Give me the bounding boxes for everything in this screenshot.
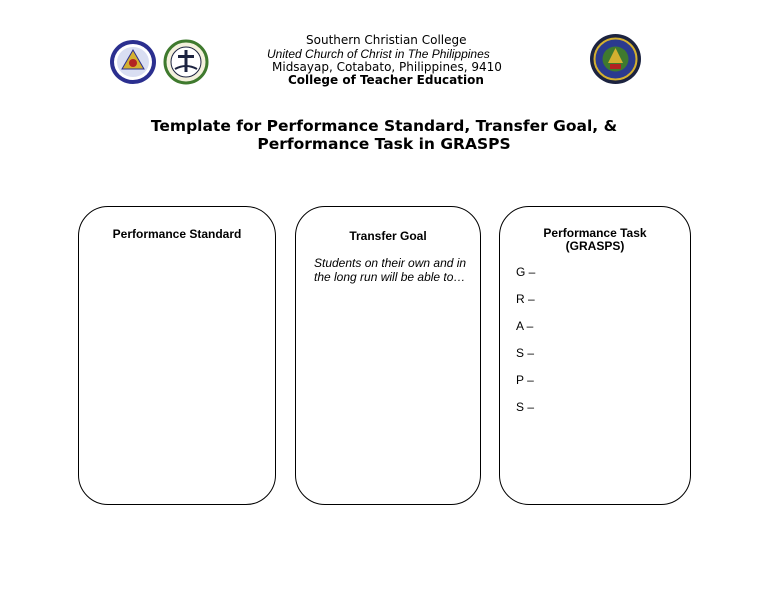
affiliation: United Church of Christ in The Philippines — [267, 47, 490, 61]
college-name: College of Teacher Education — [288, 73, 484, 87]
transfer-goal-prompt-line-2: the long run will be able to… — [314, 270, 466, 284]
document-title — [0, 117, 768, 153]
grasps-goal: G – — [516, 265, 536, 279]
performance-standard-heading: Performance Standard — [112, 227, 242, 241]
grasps-standards: S – — [516, 400, 535, 414]
grasps-role: R – — [516, 292, 535, 306]
performance-task-heading-line-2: (GRASPS) — [565, 239, 625, 253]
performance-task-heading-line-1: Performance Task — [543, 226, 647, 240]
performance-task-box — [499, 206, 691, 505]
transfer-goal-prompt — [314, 256, 466, 284]
school-seal-icon — [109, 39, 157, 85]
transfer-goal-heading: Transfer Goal — [349, 229, 427, 243]
performance-standard-box — [78, 206, 276, 505]
grasps-product: P – — [516, 373, 534, 387]
ucc-seal-icon — [163, 39, 209, 85]
title-line-2: Performance Task in GRASPS — [257, 135, 511, 153]
transfer-goal-prompt-line-1: Students on their own and in — [314, 256, 467, 270]
performance-task-heading — [500, 227, 690, 253]
transfer-goal-box — [295, 206, 481, 505]
cte-seal-icon — [589, 33, 642, 85]
address: Midsayap, Cotabato, Philippines, 9410 — [272, 60, 502, 74]
grasps-situation: S – — [516, 346, 535, 360]
grasps-audience: A – — [516, 319, 534, 333]
title-line-1: Template for Performance Standard, Transfer Goal, & — [150, 117, 618, 135]
school-name: Southern Christian College — [306, 33, 467, 47]
